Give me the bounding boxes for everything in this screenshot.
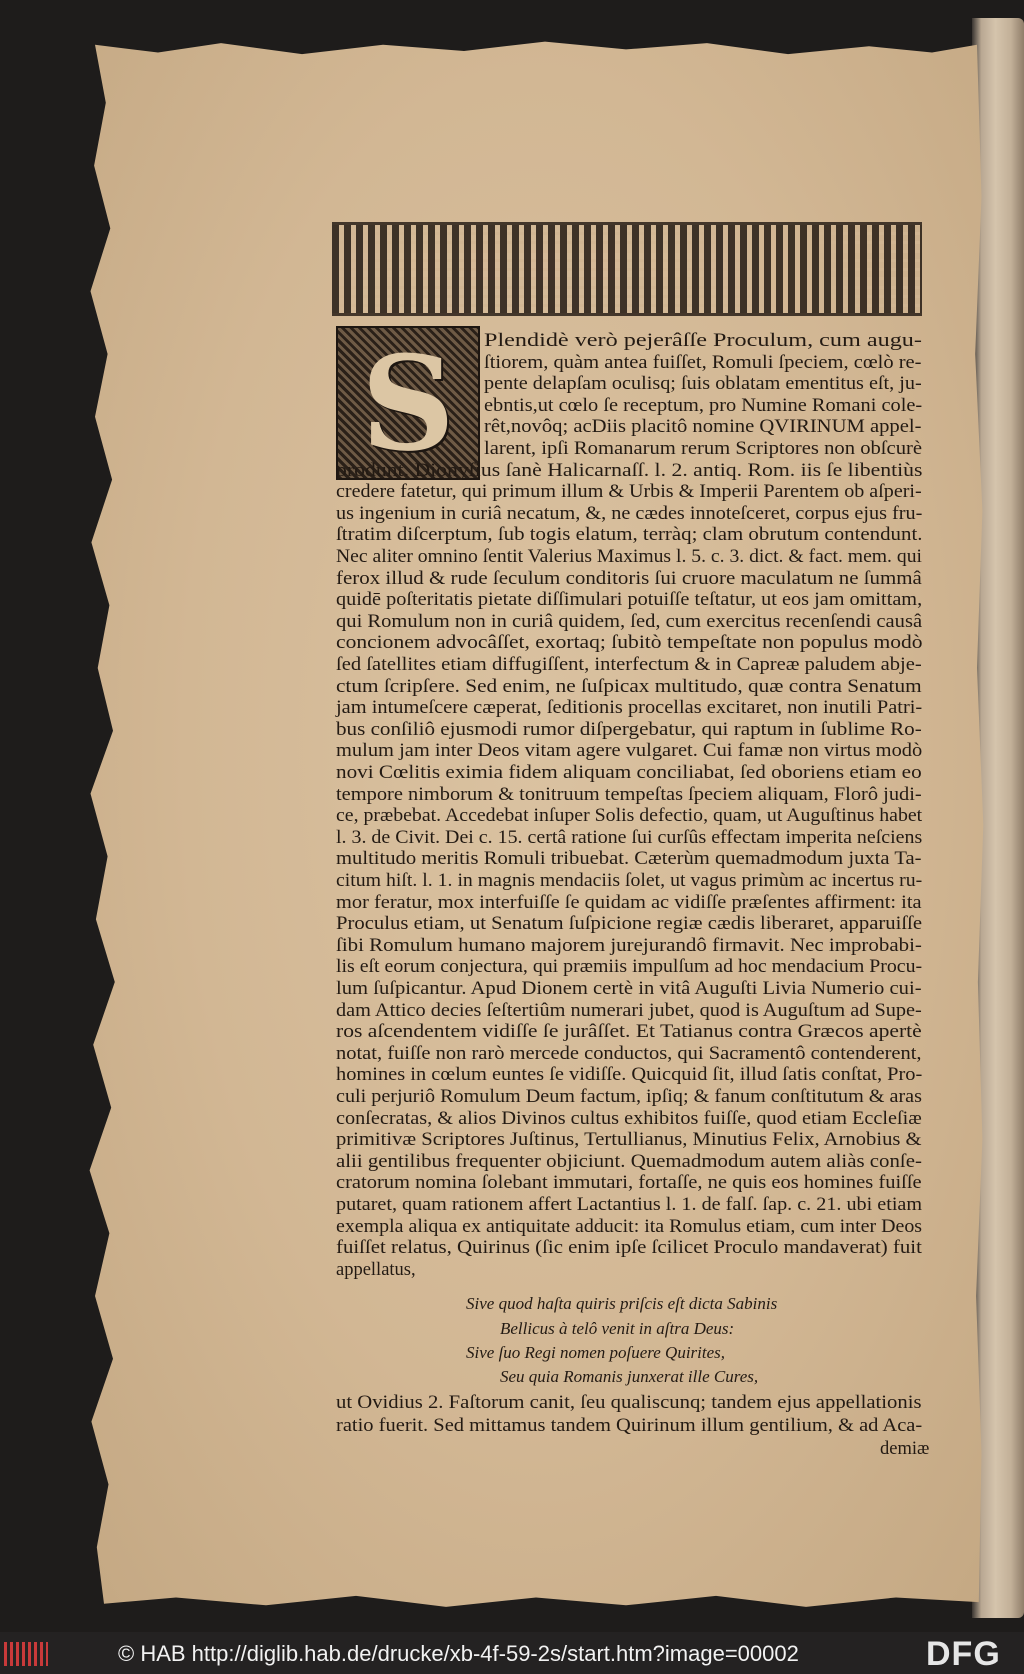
text-line: bus conſiliô ejusmodi rumor diſpergebatur, qui raptum in ſublime Ro- — [336, 719, 922, 740]
text-line: Proculus etiam, ut Senatum ſuſpicione regiæ cædis liberaret, apparuiſſe — [336, 914, 923, 935]
verse-line: Sive ſuo Regi nomen poſuere Quirites, — [466, 1343, 726, 1362]
closing-line: ut Ovidius 2. Faſtorum canit, ſeu qualiscunq; tandem ejus appellationis — [336, 1393, 922, 1413]
text-line: mor feratur, mox interfuiſſe ſe quidam ac vidiſſe præſentes affirment: ita — [336, 892, 922, 913]
text-line: novi Cœlitis eximia fidem aliquam conciliabat, ſed oboriens etiam eo — [336, 763, 922, 783]
text-line: us ingenium in curiâ necatum, &, ne cædes innoteſceret, corpus ejus fru- — [336, 503, 923, 524]
text-line: mulum jam inter Deos vitam agere vulgaret. Cui famæ non virtus modò — [336, 741, 923, 762]
text-line: ſtratim diſcerptum, ſub togis elatum, terràq; clam obrutum contendunt. — [336, 525, 923, 546]
text-line: ſtiorem, quàm antea fuiſſet, Romuli ſpeciem, cœlò re- — [484, 352, 922, 373]
text-line: primitivæ Scriptores Juſtinus, Tertullianus, Minutius Felix, Arnobius & — [336, 1130, 922, 1151]
decorative-headpiece-icon — [332, 222, 922, 316]
text-line: l. 3. de Civit. Dei c. 15. certâ ratione ſui curſûs effectam imperita neſciens — [336, 827, 923, 848]
text-line: produnt. Dionyſius ſanè Halicarnaſſ. l. 2. antiq. Rom. iis ſe libentiùs — [336, 460, 923, 481]
text-line: larent, ipſi Romanarum rerum Scriptores non obſcurè — [484, 439, 923, 459]
text-line: ctum ſcripſere. Sed enim, ne ſuſpicax multitudo, quæ contra Senatum — [336, 676, 922, 697]
closing-line: demiæ — [880, 1439, 930, 1459]
text-line: qui Romulum non in curiâ quidem, ſed, cum exercitus recenſendi causâ — [336, 611, 923, 632]
text-line: concionem advocâſſet, exortaq; ſubitò tempeſtate non populus modò — [336, 633, 923, 654]
hab-barcode-logo-icon — [4, 1642, 48, 1666]
verse-line: Bellicus à telô venit in aſtra Deus: — [500, 1319, 735, 1338]
initial-letter: S — [361, 326, 455, 480]
text-line: putaret, quam rationem affert Lactantius l. 1. de falſ. ſap. c. 21. ubi etiam — [336, 1195, 923, 1215]
text-line: ce, præbebat. Accedebat inſuper Solis defectio, quam, ut Auguſtinus habet — [336, 806, 923, 827]
text-line: multitudo meritis Romuli tribuebat. Cæterùm quemadmodum juxta Ta- — [336, 849, 922, 870]
text-line: dam Attico decies ſeſtertiûm numerari jubet, quod is Auguſtum ad Supe- — [336, 1000, 922, 1021]
text-line: appellatus, — [336, 1259, 416, 1280]
text-line: ebntis,ut cœlo ſe receptum, pro Numine Romani cole- — [484, 395, 923, 416]
verse-line: Sive quod haſta quiris priſcis eſt dicta Sabinis — [466, 1294, 778, 1313]
text-line: alii gentilibus frequenter objiciunt. Quemadmodum autem aliàs conſe- — [336, 1151, 922, 1172]
text-line: ros aſcendentem vidiſſe ſe jurâſſet. Et Tatianus contra Græcos apertè — [336, 1022, 922, 1043]
text-line: fuiſſet relatus, Quirinus (ſic enim ipſe ſcilicet Proculo mandaverat) fuit — [336, 1238, 922, 1259]
text-line: jam intumeſcere cæperat, ſeditionis procellas excitaret, non inutili Patri- — [336, 698, 923, 719]
text-line: cratorum nomina ſolebant immutari, fortaſſe, ne quis eos homines fuiſſe — [336, 1173, 922, 1194]
text-line: ſibi Romulum humano majorem jurejurandô firmavit. Nec improbabi- — [336, 935, 922, 956]
text-line: lum ſuſpicantur. Apud Dionem certè in vitâ Auguſti Livia Numerio cui- — [336, 979, 922, 999]
text-line: exempla aliqua ex antiquitate adducit: ita Romulus etiam, cum inter Deos — [336, 1216, 923, 1237]
text-line: lis eſt eorum conjectura, qui præmiis impulſum ad hoc mendacium Procu- — [336, 957, 923, 978]
dfg-logo: DFG — [926, 1635, 1001, 1673]
decorated-initial — [336, 326, 480, 480]
text-line: homines in cœlum euntes ſe vidiſſe. Quicquid ſit, illud ſatis conſtat, Pro- — [336, 1065, 923, 1086]
text-line: rêt,novôq; acDiis placitô nomine QVIRINUM appel- — [484, 417, 922, 438]
text-line: quidē poſteritatis pietate diſſimulari potuiſſe teſtatur, ut eos jam omittam, — [336, 590, 923, 611]
text-line: credere fatetur, qui primum illum & Urbis & Imperii Parentem ob aſperi- — [336, 482, 922, 503]
text-line: conſecratas, & alios Divinos cultus exhibitos fuiſſe, quod etiam Eccleſiæ — [336, 1108, 922, 1129]
verse-line: Seu quia Romanis junxerat ille Cures, — [500, 1367, 759, 1386]
text-line: pente delapſam oculisq; ſuis oblatam ementitus eſt, ju- — [484, 374, 922, 395]
text-line: ferox illud & rude ſeculum conditoris ſui cruore maculatum ne ſummâ — [336, 568, 922, 589]
closing-line: ratio fuerit. Sed mittamus tandem Quirinum illum gentilium, & ad Aca- — [336, 1416, 923, 1436]
text-line: tempore nimborum & tonitruum tempeſtas ſpeciem aliquam, Florô judi- — [336, 784, 922, 805]
text-line: notat, fuiſſe non rarò mercede conductos, qui Sacramentô contenderent, — [336, 1043, 922, 1064]
text-line: Nec aliter omnino ſentit Valerius Maximus l. 5. c. 3. dict. & fact. mem. qui — [336, 547, 922, 567]
text-line: culi perjuriô Romulum Deum factum, ipſiq; & fanum conſtitutum & aras — [336, 1087, 922, 1107]
text-line: Plendidè verò pejerâſſe Proculum, cum augu- — [484, 331, 922, 351]
footer-source-url[interactable]: © HAB http://diglib.hab.de/drucke/xb-4f-59-2s/start.htm?image=00002 — [118, 1641, 799, 1666]
text-line: citum hiſt. l. 1. in magnis mendaciis ſolet, ut vagus primùm ac incertus ru- — [336, 871, 923, 891]
text-line: ſed ſatellites etiam diffugiſſent, interfectum & in Capreæ paludem abje- — [336, 655, 922, 675]
